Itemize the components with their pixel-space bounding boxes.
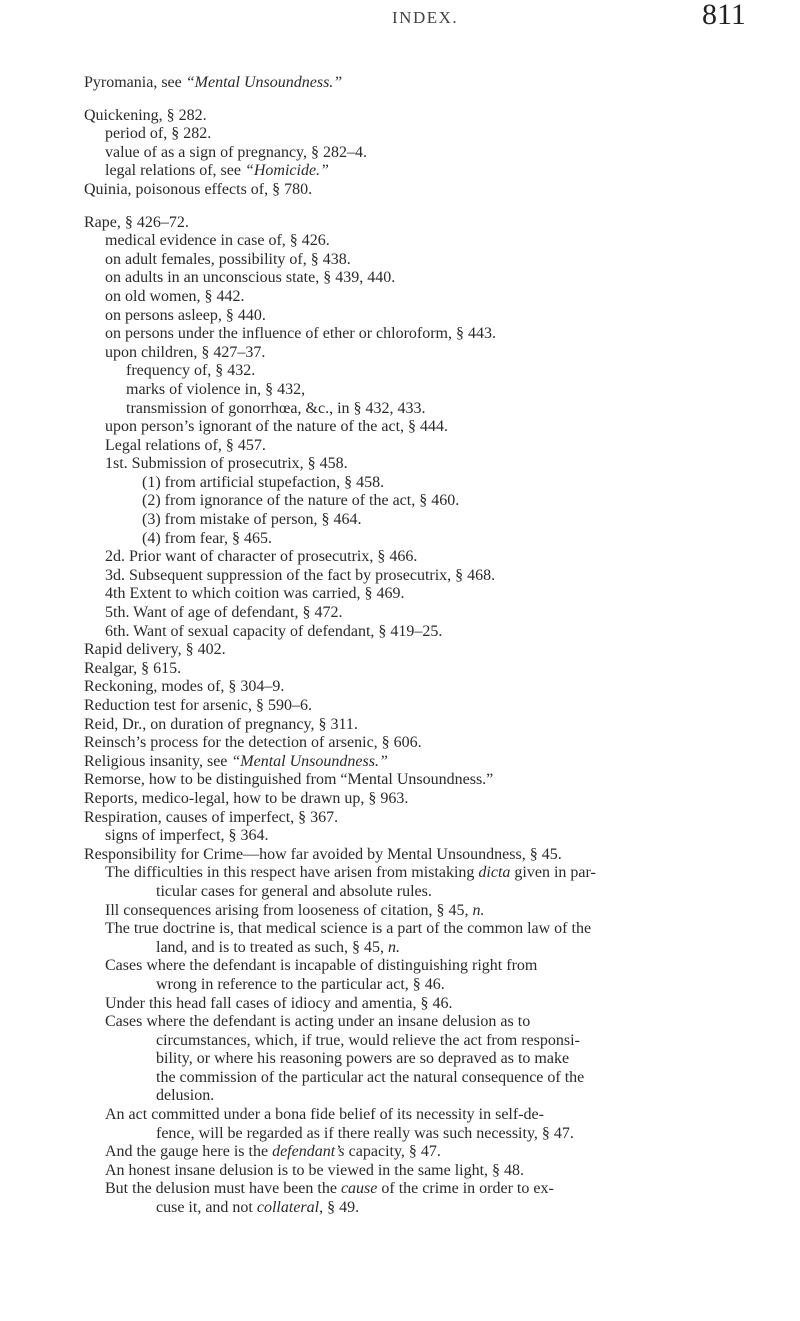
entry-text: on persons asleep, § 440. [105, 306, 266, 324]
index-entry [84, 1143, 774, 1162]
index-entry [84, 697, 774, 716]
entry-italic-text: “Mental Unsoundness.” [231, 752, 388, 770]
entry-text: ticular cases for general and absolute rules. [156, 882, 432, 900]
index-entry [84, 437, 774, 456]
entry-text: Rapid delivery, § 402. [84, 641, 226, 659]
entry-text: 6th. Want of sexual capacity of defendant, § 419–25. [105, 622, 443, 640]
entry-text: 3d. Subsequent suppression of the fact by prosecutrix, § 468. [105, 566, 496, 584]
index-entry [84, 181, 774, 200]
index-entry [84, 939, 774, 958]
entry-italic-text: “Mental Unsoundness.” [185, 74, 343, 91]
index-entry [84, 1069, 774, 1088]
entry-text: medical evidence in case of, § 426. [105, 232, 330, 250]
entry-text: 2d. Prior want of character of prosecutrix, § 466. [105, 548, 418, 566]
index-entry [84, 232, 774, 251]
entry-text: fence, will be regarded as if there really was such necessity, § 47. [156, 1124, 574, 1142]
index-entry [84, 511, 774, 530]
index-entry [84, 957, 774, 976]
index-entry [84, 325, 774, 344]
entry-text: (4) from fear, § 465. [142, 529, 272, 547]
index-entry [84, 455, 774, 474]
index-entry [84, 846, 774, 865]
entry-text: An honest insane delusion is to be viewed in the same light, § 48. [105, 1161, 525, 1179]
entry-text: Under this head fall cases of idiocy and amentia, § 46. [105, 994, 453, 1012]
entry-text: Ill consequences arising from looseness of citation, § 45, [105, 901, 473, 919]
index-entry [84, 288, 774, 307]
index-entry [84, 1050, 774, 1069]
index-entry [84, 74, 774, 93]
index-entry [84, 623, 774, 642]
entry-text: wrong in reference to the particular act, § 46. [156, 975, 445, 993]
index-entry [84, 492, 774, 511]
index-entry [84, 548, 774, 567]
index-entry [84, 1013, 774, 1032]
entry-italic-text: n. [387, 938, 400, 956]
entry-text: Rape, § 426–72. [84, 213, 189, 231]
index-entry [84, 771, 774, 790]
entry-text: Reports, medico-legal, how to be drawn up, § 963. [84, 789, 409, 807]
index-entry [84, 1125, 774, 1144]
entry-text: on adults in an unconscious state, § 439, 440. [105, 269, 396, 287]
entry-text: Reduction test for arsenic, § 590–6. [84, 697, 312, 714]
index-entry [84, 716, 774, 735]
index-entry [84, 362, 774, 381]
entry-text: frequency of, § 432. [126, 362, 256, 380]
index-entry [84, 1162, 774, 1181]
entry-text-after: capacity, § 47. [344, 1143, 441, 1161]
entry-italic-text: defendant’s [272, 1143, 345, 1161]
index-entry [84, 107, 774, 126]
entry-text: bility, or where his reasoning powers are so depraved as to make [156, 1050, 570, 1068]
index-entry [84, 827, 774, 846]
index-entries [84, 74, 774, 1218]
entry-text: Cases where the defendant is incapable of distinguishing right from [105, 957, 538, 975]
entry-text: Legal relations of, § 457. [105, 436, 266, 454]
entry-text: Reckoning, modes of, § 304–9. [84, 678, 285, 696]
index-entry [84, 418, 774, 437]
entry-text: The difficulties in this respect have arisen from mistaking [105, 864, 479, 882]
entry-text: Cases where the defendant is acting under an insane delusion as to [105, 1013, 531, 1031]
running-header-title: INDEX. [392, 8, 459, 27]
index-entry [84, 474, 774, 493]
index-entry [84, 920, 774, 939]
index-entry [84, 125, 774, 144]
entry-text: But the delusion must have been the [105, 1180, 341, 1198]
index-entry [84, 269, 774, 288]
index-entry [84, 734, 774, 753]
entry-text: on persons under the influence of ether or chloroform, § 443. [105, 325, 496, 343]
entry-text: An act committed under a bona fide belief of its necessity in self-de- [105, 1106, 544, 1124]
entry-text: value of as a sign of pregnancy, § 282–4. [105, 143, 367, 161]
index-entry [84, 344, 774, 363]
entry-text: Responsibility for Crime—how far avoided by Mental Unsoundness, § 45. [84, 845, 562, 863]
entry-text: Respiration, causes of imperfect, § 367. [84, 808, 339, 826]
entry-text: Reid, Dr., on duration of pregnancy, § 311. [84, 715, 358, 733]
index-entry [84, 809, 774, 828]
index-entry [84, 995, 774, 1014]
index-entry [84, 585, 774, 604]
index-entry [84, 753, 774, 772]
entry-italic-text: “Homicide.” [244, 162, 329, 180]
index-entry [84, 307, 774, 326]
entry-text: Remorse, how to be distinguished from “Mental Unsoundness.” [84, 771, 494, 789]
index-entry [84, 144, 774, 163]
entry-text: 4th Extent to which coition was carried, § 469. [105, 585, 405, 603]
entry-text: land, and is to treated as such, § 45, [156, 938, 388, 956]
entry-text: period of, § 282. [105, 125, 212, 143]
index-entry [84, 567, 774, 586]
index-entry [84, 790, 774, 809]
index-entry [84, 883, 774, 902]
index-entry [84, 641, 774, 660]
index-entry [84, 976, 774, 995]
entry-text: marks of violence in, § 432, [126, 380, 306, 398]
entry-text: on old women, § 442. [105, 287, 245, 305]
entry-text-after: given in par- [510, 864, 596, 882]
entry-text: on adult females, possibility of, § 438. [105, 250, 351, 268]
index-entry [84, 864, 774, 883]
index-entry [84, 1087, 774, 1106]
index-entry [84, 1180, 774, 1199]
entry-spacer [84, 93, 774, 107]
index-entry [84, 530, 774, 549]
entry-text: And the gauge here is the [105, 1143, 273, 1161]
entry-text: cuse it, and not [156, 1199, 257, 1217]
index-entry [84, 902, 774, 921]
entry-spacer [84, 200, 774, 214]
entry-text: the commission of the particular act the natural consequence of the [156, 1068, 585, 1086]
entry-text: Religious insanity, see [84, 752, 232, 770]
entry-text: Realgar, § 615. [84, 659, 182, 677]
entry-text: upon person’s ignorant of the nature of the act, § 444. [105, 418, 449, 436]
entry-text: (3) from mistake of person, § 464. [142, 511, 362, 529]
entry-italic-text: cause [340, 1180, 378, 1198]
entry-text: Quickening, § 282. [84, 106, 207, 124]
entry-text: The true doctrine is, that medical science is a part of the common law of the [105, 920, 592, 938]
entry-text: Reinsch’s process for the detection of arsenic, § 606. [84, 734, 422, 752]
entry-text: 1st. Submission of prosecutrix, § 458. [105, 455, 348, 473]
entry-text-after: of the crime in order to ex- [377, 1180, 554, 1198]
entry-italic-text: dicta [478, 864, 511, 882]
entry-text: (2) from ignorance of the nature of the act, § 460. [142, 492, 460, 510]
entry-text: legal relations of, see [105, 162, 245, 180]
index-entry [84, 162, 774, 181]
entry-text: Pyromania, see [84, 74, 186, 91]
page-number: 811 [702, 0, 746, 31]
entry-text: (1) from artificial stupefaction, § 458. [142, 473, 385, 491]
entry-text: transmission of gonorrhœa, &c., in § 432, 433. [126, 399, 426, 417]
entry-text: upon children, § 427–37. [105, 343, 266, 361]
index-entry [84, 678, 774, 697]
entry-italic-text: collateral [256, 1199, 320, 1217]
entry-text: signs of imperfect, § 364. [105, 827, 269, 845]
index-entry [84, 1032, 774, 1051]
entry-text: circumstances, which, if true, would relieve the act from responsi- [156, 1031, 580, 1049]
entry-text: 5th. Want of age of defendant, § 472. [105, 604, 343, 622]
entry-italic-text: n. [472, 901, 485, 919]
index-entry [84, 251, 774, 270]
index-entry [84, 660, 774, 679]
index-entry [84, 214, 774, 233]
index-entry [84, 604, 774, 623]
index-entry [84, 400, 774, 419]
index-entry [84, 1199, 774, 1218]
entry-text: delusion. [156, 1087, 215, 1105]
index-entry [84, 1106, 774, 1125]
entry-text: Quinia, poisonous effects of, § 780. [84, 180, 313, 198]
entry-text-after: , § 49. [319, 1199, 360, 1217]
index-entry [84, 381, 774, 400]
